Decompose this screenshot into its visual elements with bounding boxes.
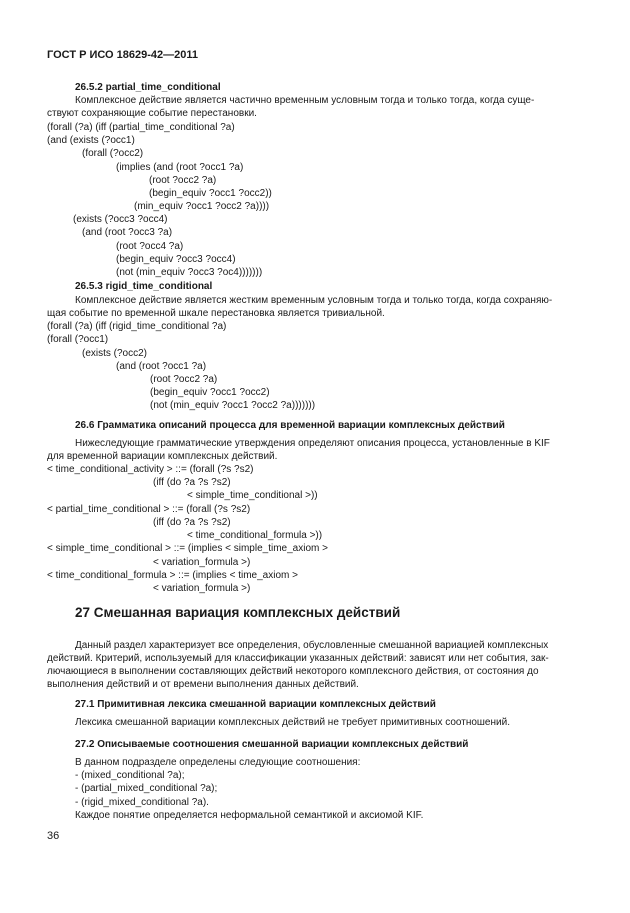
text-line: Каждое понятие определяется неформальной семантикой и аксиомой KIF. — [75, 810, 424, 821]
code-line: (not (min_equiv ?occ3 ?oc4))))))) — [116, 267, 263, 278]
code-line: (and (root ?occ3 ?a) — [82, 227, 173, 238]
code-line: (exists (?occ3 ?occ4) — [73, 214, 168, 225]
grammar-line: < simple_time_conditional >)) — [187, 490, 318, 501]
grammar-line: < time_conditional_activity > ::= (forall (?s ?s2) — [47, 464, 254, 475]
text-line: лючающиеся в выполнении составляющих действий некоторого комплексного действия, от состояния до — [47, 666, 539, 677]
code-line: (exists (?occ2) — [82, 348, 148, 359]
grammar-line: (iff (do ?a ?s ?s2) — [153, 517, 231, 528]
page-number: 36 — [47, 830, 60, 842]
subsection-heading: 27.1 Примитивная лексика смешанной вариации комплексных действий — [75, 699, 436, 710]
text-line: Комплексное действие является жестким временным условным тогда и только тогда, когда сохраняю- — [75, 295, 553, 306]
text-line: ствуют сохраняющие событие перестановки. — [47, 108, 257, 119]
grammar-line: < time_conditional_formula > ::= (implies < time_axiom > — [47, 570, 298, 581]
code-line: (and (root ?occ1 ?a) — [116, 361, 207, 372]
code-line: (implies (and (root ?occ1 ?a) — [116, 162, 244, 173]
grammar-line: < simple_time_conditional > ::= (implies < simple_time_axiom > — [47, 543, 328, 554]
text-line: Комплексное действие является частично временным условным тогда и только тогда, когда суще- — [75, 95, 535, 106]
code-line: (root ?occ2 ?a) — [149, 175, 217, 186]
code-line: (and (exists (?occ1) — [47, 135, 135, 146]
text-line: В данном подразделе определены следующие соотношения: — [75, 757, 361, 768]
subsection-heading: 26.5.3 rigid_time_conditional — [75, 281, 213, 292]
grammar-line: < time_conditional_formula >)) — [187, 530, 323, 541]
code-line: (not (min_equiv ?occ1 ?occ2 ?a))))))) — [150, 400, 316, 411]
text-line: Лексика смешанной вариации комплексных действий не требует примитивных соотношений. — [75, 717, 510, 728]
text-line: Данный раздел характеризует все определения, обусловленные смешанной вариацией комплексных — [75, 640, 549, 651]
text-line: действий. Критерий, используемый для классификации указанных действий: зависят или нет события, зак- — [47, 653, 549, 664]
code-line: (begin_equiv ?occ1 ?occ2) — [150, 387, 270, 398]
grammar-line: < variation_formula >) — [153, 583, 251, 594]
code-line: (forall (?a) (iff (partial_time_conditional ?a) — [47, 122, 235, 133]
grammar-line: < partial_time_conditional > ::= (forall (?s ?s2) — [47, 504, 251, 515]
grammar-line: (iff (do ?a ?s ?s2) — [153, 477, 231, 488]
subsection-heading: 26.5.2 partial_time_conditional — [75, 82, 221, 93]
code-line: (forall (?a) (iff (rigid_time_conditional ?a) — [47, 321, 227, 332]
text-line: щая событие по временной шкале перестановка является тривиальной. — [47, 308, 385, 319]
text-line: для временной вариации комплексных действий. — [47, 451, 278, 462]
code-line: (root ?occ2 ?a) — [150, 374, 218, 385]
code-line: (root ?occ4 ?a) — [116, 241, 184, 252]
document-header: ГОСТ Р ИСО 18629-42—2011 — [47, 49, 199, 61]
section-heading: 26.6 Грамматика описаний процесса для временной вариации комплексных действий — [75, 420, 505, 431]
code-line: (min_equiv ?occ1 ?occ2 ?a)))) — [134, 201, 270, 212]
code-line: (forall (?occ2) — [82, 148, 144, 159]
text-line: Нижеследующие грамматические утверждения определяют описания процесса, установленные в KIF — [75, 438, 550, 449]
subsection-heading: 27.2 Описываемые соотношения смешанной вариации комплексных действий — [75, 739, 469, 750]
code-line: (begin_equiv ?occ1 ?occ2)) — [149, 188, 272, 199]
list-item: - (rigid_mixed_conditional ?a). — [75, 797, 209, 808]
code-line: (forall (?occ1) — [47, 334, 109, 345]
code-line: (begin_equiv ?occ3 ?occ4) — [116, 254, 236, 265]
text-line: выполнения действий и от времени выполнения данных действий. — [47, 679, 359, 690]
list-item: - (mixed_conditional ?a); — [75, 770, 185, 781]
list-item: - (partial_mixed_conditional ?a); — [75, 783, 218, 794]
grammar-line: < variation_formula >) — [153, 557, 251, 568]
chapter-heading: 27 Смешанная вариация комплексных действий — [75, 605, 401, 620]
